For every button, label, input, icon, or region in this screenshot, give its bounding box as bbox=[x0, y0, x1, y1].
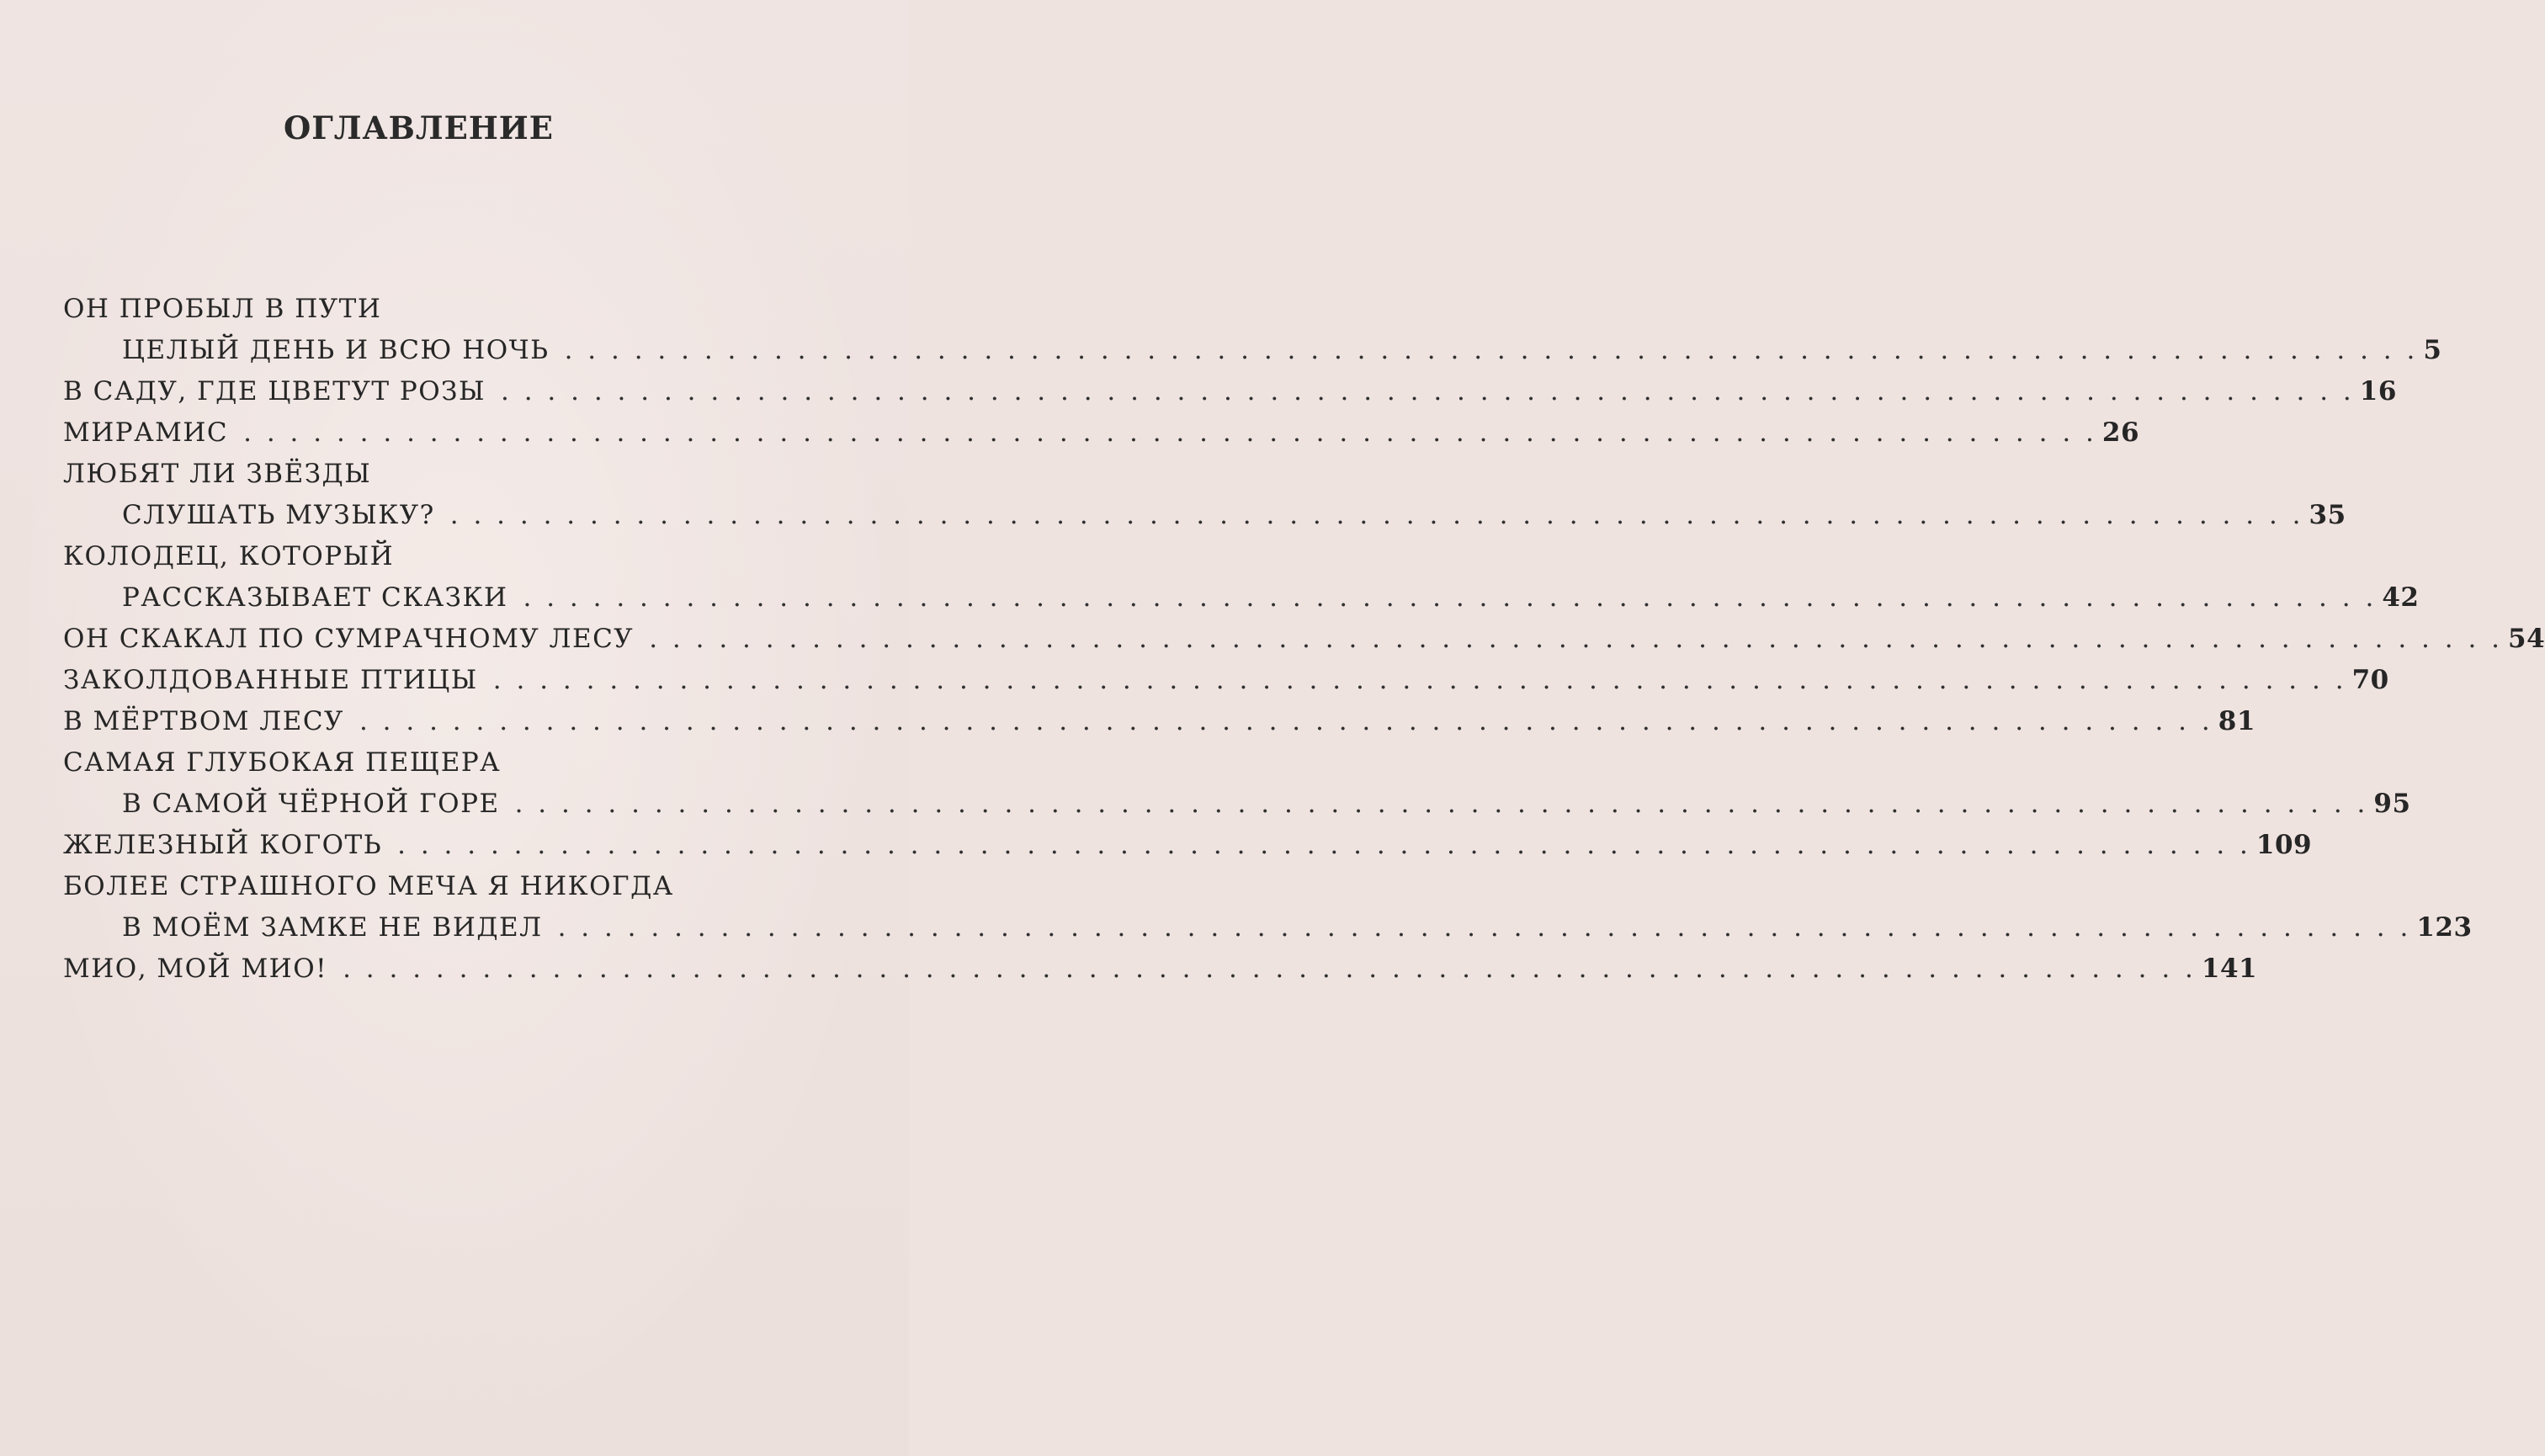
dot-leader: . . . . . . . . . . . . . . . . . . . . . . . . . . . . . . . . . . . . . . . . . . . . . . . . . . . . . . . . . . . . . . . . . . . . . . . . . . . . . . . . bbox=[343, 954, 2197, 984]
toc-entry-line-with-page bbox=[63, 949, 2258, 990]
toc-page-number: 54 bbox=[2508, 624, 2545, 654]
toc-page-number: 123 bbox=[2416, 912, 2473, 943]
dot-leader: . . . . . . . . . . . . . . . . . . . . . . . . . . . . . . . . . . . . . . . . . . . . . . . . . . . . . . . . . . . . . . . . . . . . . . . . . . . . . . . . bbox=[523, 582, 2378, 613]
toc-entry bbox=[63, 454, 2346, 536]
dot-leader: . . . . . . . . . . . . . . . . . . . . . . . . . . . . . . . . . . . . . . . . . . . . . . . . . . . . . . . . . . . . . . . . . . . . . . . . . . . . . . . . bbox=[514, 789, 2369, 819]
dot-leader: . . . . . . . . . . . . . . . . . . . . . . . . . . . . . . . . . . . . . . . . . . . . . . . . . . . . . . . . . . . . . . . . . . . . . . . . . . . . . . . . bbox=[501, 376, 2355, 407]
toc-page-number: 35 bbox=[2309, 500, 2346, 530]
toc-entry bbox=[63, 825, 2313, 866]
toc-entry-title: В САДУ, ГДЕ ЦВЕТУТ РОЗЫ bbox=[63, 376, 486, 407]
toc-page-number: 16 bbox=[2359, 376, 2397, 407]
toc-page-number: 26 bbox=[2101, 417, 2140, 448]
toc-page-number: 42 bbox=[2382, 582, 2420, 613]
toc-entry-title: ЦЕЛЫЙ ДЕНЬ И ВСЮ НОЧЬ bbox=[122, 335, 550, 365]
dot-leader: . . . . . . . . . . . . . . . . . . . . . . . . . . . . . . . . . . . . . . . . . . . . . . . . . . . . . . . . . . . . . . . . . . . . . . . . . . . . . . . . bbox=[397, 830, 2251, 860]
toc-entry bbox=[63, 660, 2389, 701]
dot-leader: . . . . . . . . . . . . . . . . . . . . . . . . . . . . . . . . . . . . . . . . . . . . . . . . . . . . . . . . . . . . . . . . . . . . . . . . . . . . . . . . bbox=[649, 624, 2504, 654]
toc-entry-title: РАССКАЗЫВАЕТ СКАЗКИ bbox=[122, 582, 508, 613]
toc-entry-title: ЖЕЛЕЗНЫЙ КОГОТЬ bbox=[63, 830, 383, 860]
toc-entry-line bbox=[63, 866, 770, 907]
toc-page-number: 109 bbox=[2255, 830, 2313, 860]
toc-entry-title: САМАЯ ГЛУБОКАЯ ПЕЩЕРА bbox=[63, 747, 502, 778]
toc-entry bbox=[63, 536, 2420, 619]
toc-entry-title: СЛУШАТЬ МУЗЫКУ? bbox=[122, 500, 435, 530]
toc-entry bbox=[63, 949, 2258, 990]
toc-page-number: 141 bbox=[2201, 954, 2258, 984]
toc-entry-title: В САМОЙ ЧЁРНОЙ ГОРЕ bbox=[122, 789, 500, 819]
toc-entry-line-with-page bbox=[63, 660, 2389, 701]
toc-entry-line-with-page bbox=[63, 371, 2397, 412]
toc-entry-line bbox=[63, 742, 770, 784]
toc-entry-title: ЗАКОЛДОВАННЫЕ ПТИЦЫ bbox=[63, 665, 478, 695]
toc-entry-line-with-page bbox=[63, 784, 2411, 825]
toc-entry-line-with-page bbox=[63, 412, 2140, 454]
dot-leader: . . . . . . . . . . . . . . . . . . . . . . . . . . . . . . . . . . . . . . . . . . . . . . . . . . . . . . . . . . . . . . . . . . . . . . . . . . . . . . . . bbox=[449, 500, 2304, 530]
toc-entry-title: КОЛОДЕЦ, КОТОРЫЙ bbox=[63, 541, 395, 571]
page-title: ОГЛАВЛЕНИЕ bbox=[284, 109, 554, 146]
toc-entry-line bbox=[63, 536, 770, 577]
toc-entry-line-with-page bbox=[63, 495, 2346, 536]
toc-entry bbox=[63, 412, 2140, 454]
toc-entry-title: МИРАМИС bbox=[63, 417, 229, 448]
toc-page-number: 81 bbox=[2218, 706, 2255, 736]
toc-entry bbox=[63, 289, 2442, 371]
toc-entry-line-with-page bbox=[63, 907, 2473, 949]
toc-entry bbox=[63, 619, 2545, 660]
toc-entry bbox=[63, 371, 2397, 412]
toc-entry-line bbox=[63, 289, 770, 330]
table-of-contents bbox=[63, 289, 2545, 990]
toc-page-number: 70 bbox=[2351, 665, 2389, 695]
toc-entry-title: ОН ПРОБЫЛ В ПУТИ bbox=[63, 294, 382, 324]
dot-leader: . . . . . . . . . . . . . . . . . . . . . . . . . . . . . . . . . . . . . . . . . . . . . . . . . . . . . . . . . . . . . . . . . . . . . . . . . . . . . . . . bbox=[492, 665, 2347, 695]
toc-entry-line-with-page bbox=[63, 701, 2255, 742]
toc-entry-line-with-page bbox=[63, 577, 2420, 619]
toc-entry bbox=[63, 701, 2255, 742]
dot-leader: . . . . . . . . . . . . . . . . . . . . . . . . . . . . . . . . . . . . . . . . . . . . . . . . . . . . . . . . . . . . . . . . . . . . . . . . . . . . . . . . bbox=[564, 335, 2419, 365]
toc-entry-title: В МЁРТВОМ ЛЕСУ bbox=[63, 706, 344, 736]
toc-page-number: 5 bbox=[2423, 335, 2442, 365]
toc-entry-line bbox=[63, 454, 770, 495]
dot-leader: . . . . . . . . . . . . . . . . . . . . . . . . . . . . . . . . . . . . . . . . . . . . . . . . . . . . . . . . . . . . . . . . . . . . . . . . . . . . . . . . bbox=[359, 706, 2213, 736]
dot-leader: . . . . . . . . . . . . . . . . . . . . . . . . . . . . . . . . . . . . . . . . . . . . . . . . . . . . . . . . . . . . . . . . . . . . . . . . . . . . . . . . bbox=[557, 912, 2412, 943]
toc-entry-title: МИО, МОЙ МИО! bbox=[63, 954, 328, 984]
toc-entry-line-with-page bbox=[63, 619, 2545, 660]
toc-entry-title: БОЛЕЕ СТРАШНОГО МЕЧА Я НИКОГДА bbox=[63, 871, 674, 901]
toc-entry-title: ОН СКАКАЛ ПО СУМРАЧНОМУ ЛЕСУ bbox=[63, 624, 635, 654]
toc-page-number: 95 bbox=[2373, 789, 2411, 819]
toc-entry-line-with-page bbox=[63, 330, 2442, 371]
toc-entry-title: ЛЮБЯТ ЛИ ЗВЁЗДЫ bbox=[63, 459, 372, 489]
toc-entry bbox=[63, 866, 2473, 949]
toc-entry bbox=[63, 742, 2411, 825]
toc-entry-title: В МОЁМ ЗАМКЕ НЕ ВИДЕЛ bbox=[122, 912, 543, 943]
dot-leader: . . . . . . . . . . . . . . . . . . . . . . . . . . . . . . . . . . . . . . . . . . . . . . . . . . . . . . . . . . . . . . . . . . . . . . . . . . . . . . . . bbox=[243, 417, 2097, 448]
toc-entry-line-with-page bbox=[63, 825, 2313, 866]
